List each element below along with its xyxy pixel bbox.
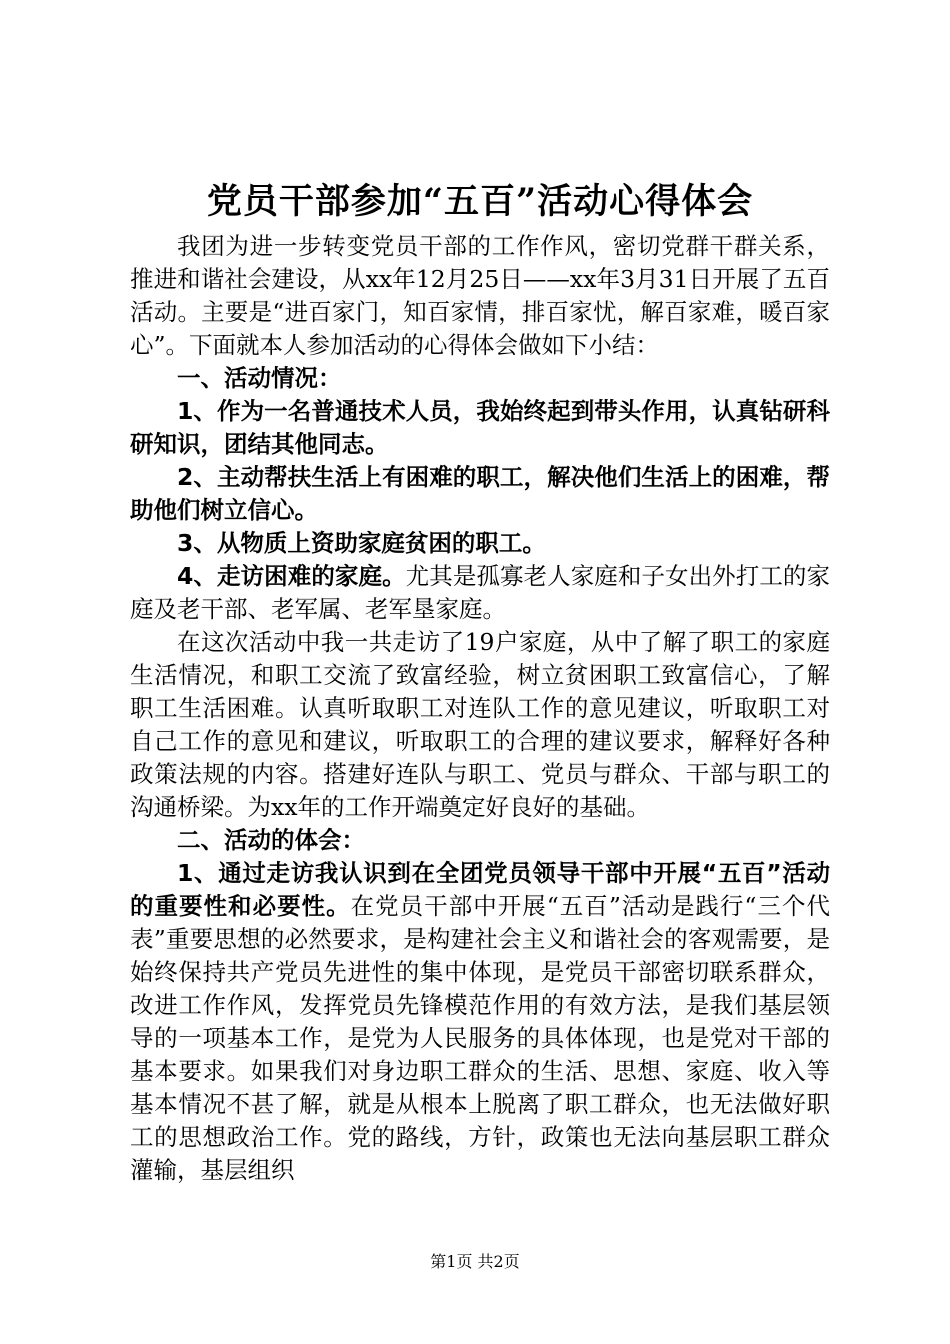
experience-item-1-body: 在党员干部中开展“五百”活动是践行“三个代表”重要思想的必然要求，是构建社会主义和谐社会的客观需要，是始终保持共产党员先进性的集中体现，是党员干部密切联系群众，改进工作作风，发挥党员先锋模范作用的有效方法，是我们基层领导的一项基本工作，是党为人民服务的具体体现，也是党对干部的基本要求。如果我们对身边职工群众的生活、思想、家庭、收入等基本情况不甚了解，就是从根本上脱离了职工群众，也无法做好职工的思想政治工作。党的路线，方针，政策也无法向基层职工群众灌输，基层组织 [130, 892, 830, 1184]
activity-item-1: 1、作为一名普通技术人员，我始终起到带头作用，认真钻研科研知识，团结其他同志。 [130, 397, 830, 458]
intro-paragraph: 我团为进一步转变党员干部的工作作风，密切党群干群关系，推进和谐社会建设，从xx年12月25日——xx年3月31日开展了五百活动。主要是“进百家门，知百家情，排百家忧，解百家难，暖百家心”。下面就本人参加活动的心得体会做如下小结： [130, 232, 830, 359]
section2-heading: 二、活动的体会： [177, 826, 365, 854]
activity-item-2: 2、主动帮扶生活上有困难的职工，解决他们生活上的困难，帮助他们树立信心。 [130, 463, 830, 524]
summary-paragraph: 在这次活动中我一共走访了19户家庭，从中了解了职工的家庭生活情况，和职工交流了致富经验，树立贫困职工致富信心，了解职工生活困难。认真听取职工对连队工作的意见建议，听取职工对自己工作的意见和建议，听取职工的合理的建议要求，解释好各种政策法规的内容。搭建好连队与职工、党员与群众、干部与职工的沟通桥梁。为xx年的工作开端奠定好良好的基础。 [130, 628, 830, 821]
activity-item-4-lead: 4、走访困难的家庭。 [177, 562, 406, 590]
activity-item-4-body: 尤其是孤寡老人家庭和子女出外打工的家庭及老干部、老军属、老军垦家庭。 [130, 562, 831, 623]
activity-item-4 [130, 560, 830, 626]
section1-heading: 一、活动情况： [177, 364, 342, 392]
experience-item-1-lead: 1、通过走访我认识到在全团党员领导干部中开展“五百”活动的重要性和必要性。 [130, 859, 830, 920]
activity-item-3: 3、从物质上资助家庭贫困的职工。 [177, 529, 546, 557]
document-page [130, 180, 830, 1187]
page-footer: 第1页 共2页 [430, 1252, 520, 1271]
document-title: 党员干部参加“五百”活动心得体会 [206, 181, 754, 222]
experience-item-1 [130, 857, 830, 1187]
